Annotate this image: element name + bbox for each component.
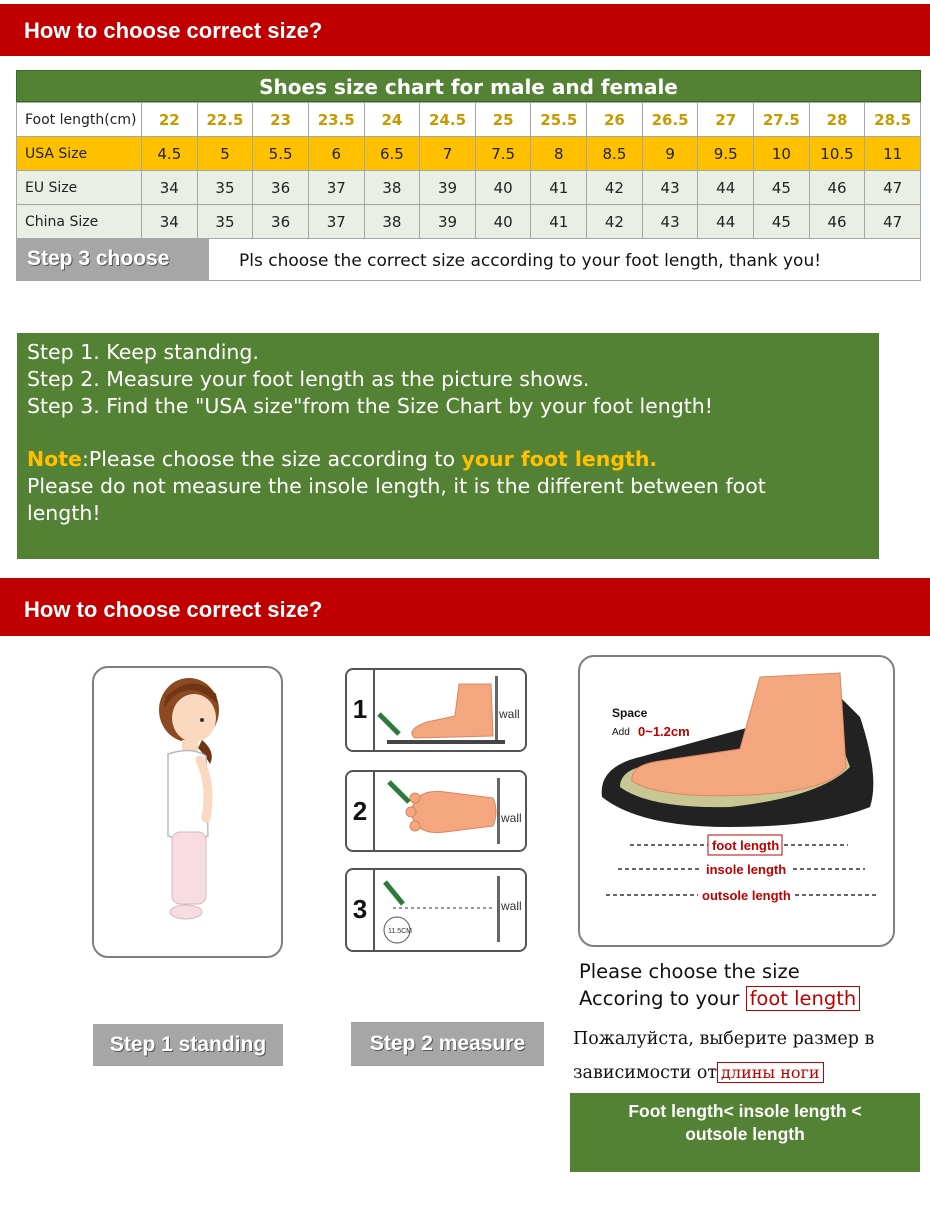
instruction-warning: Please do not measure the insole length, it is the different between foot	[27, 474, 766, 498]
step-number-3: 3	[347, 870, 375, 950]
step3-tag: Step 3 choose	[17, 239, 209, 280]
step1-standing-label: Step 1 standing	[93, 1024, 283, 1066]
size-cell: 36	[253, 171, 309, 205]
size-cell: 23	[253, 103, 309, 137]
size-cell: 8	[531, 137, 587, 171]
size-cell: 43	[642, 205, 698, 239]
size-cell: 46	[809, 171, 865, 205]
wall-label-2: wall	[501, 811, 522, 825]
comparison-line2: outsole length	[685, 1124, 805, 1144]
header-banner-bottom: How to choose correct size?	[0, 578, 930, 636]
step2-measure-label: Step 2 measure	[351, 1022, 544, 1066]
size-cell: 35	[197, 171, 253, 205]
size-cell: 35	[197, 205, 253, 239]
instruction-warning-end: length!	[27, 501, 101, 525]
instructions-box	[17, 333, 879, 559]
row-label: China Size	[17, 205, 142, 239]
row-label: USA Size	[17, 137, 142, 171]
step3-row	[16, 239, 921, 281]
choose-line2-prefix: Accoring to your	[579, 987, 746, 1010]
size-cell: 22.5	[197, 103, 253, 137]
standing-child-illustration	[94, 668, 281, 956]
instruction-note	[27, 446, 869, 473]
wall-label-3: wall	[501, 899, 522, 913]
size-chart	[16, 70, 921, 281]
size-cell: 43	[642, 171, 698, 205]
wall-label-1: wall	[499, 707, 520, 721]
measure-step3-panel	[345, 868, 527, 952]
size-cell: 40	[475, 171, 531, 205]
measure-step1-panel	[345, 668, 527, 752]
foot-against-wall-illustration	[375, 670, 525, 750]
foot-top-view-illustration	[375, 772, 525, 850]
size-cell: 8.5	[587, 137, 643, 171]
size-cell: 22	[142, 103, 198, 137]
china-size-row	[17, 205, 921, 239]
size-cell: 40	[475, 205, 531, 239]
size-cell: 23.5	[308, 103, 364, 137]
size-cell: 37	[308, 171, 364, 205]
size-cell: 10	[754, 137, 810, 171]
russian-note	[573, 1022, 874, 1090]
size-cell: 5.5	[253, 137, 309, 171]
size-cell: 41	[531, 171, 587, 205]
russian-line2-prefix: зависимости от	[573, 1063, 718, 1083]
size-cell: 27	[698, 103, 754, 137]
size-table	[16, 102, 921, 239]
size-cell: 42	[587, 171, 643, 205]
measure-step2-panel	[345, 770, 527, 852]
size-cell: 26	[587, 103, 643, 137]
size-cell: 38	[364, 171, 420, 205]
size-cell: 36	[253, 205, 309, 239]
size-cell: 7	[420, 137, 476, 171]
size-cell: 45	[754, 171, 810, 205]
size-cell: 6	[308, 137, 364, 171]
size-cell: 24.5	[420, 103, 476, 137]
size-cell: 7.5	[475, 137, 531, 171]
choose-size-note	[579, 958, 860, 1012]
size-cell: 46	[809, 205, 865, 239]
size-cell: 28.5	[865, 103, 921, 137]
russian-boxed: длины ноги	[717, 1062, 824, 1083]
step3-text: Pls choose the correct size according to your foot length, thank you!	[239, 251, 822, 271]
size-cell: 9	[642, 137, 698, 171]
eu-size-row	[17, 171, 921, 205]
usa-size-row	[17, 137, 921, 171]
size-cell: 44	[698, 205, 754, 239]
size-cell: 27.5	[754, 103, 810, 137]
header-banner-top: How to choose correct size?	[0, 4, 930, 56]
size-cell: 42	[587, 205, 643, 239]
instruction-step1: Step 1. Keep standing.	[27, 340, 259, 364]
size-cell: 37	[308, 205, 364, 239]
size-cell: 6.5	[364, 137, 420, 171]
row-label: EU Size	[17, 171, 142, 205]
size-cell: 39	[420, 171, 476, 205]
size-cell: 11	[865, 137, 921, 171]
add-label: Add	[612, 727, 630, 738]
comparison-line1: Foot length< insole length <	[628, 1101, 862, 1121]
size-cell: 9.5	[698, 137, 754, 171]
note-label: Note	[27, 447, 82, 471]
size-cell: 24	[364, 103, 420, 137]
size-cell: 25	[475, 103, 531, 137]
size-cell: 41	[531, 205, 587, 239]
size-cell: 25.5	[531, 103, 587, 137]
choose-line2	[579, 985, 860, 1012]
insole-length-label: insole length	[706, 862, 787, 877]
foot-length-row	[17, 103, 921, 137]
outsole-length-label: outsole length	[702, 888, 791, 903]
step-number-2: 2	[347, 772, 375, 850]
space-label: Space	[612, 706, 648, 720]
size-cell: 28	[809, 103, 865, 137]
size-cell: 45	[754, 205, 810, 239]
foot-length-label: foot length	[712, 838, 780, 853]
note-text: :Please choose the size according to	[81, 447, 462, 471]
step-number-1: 1	[347, 670, 375, 750]
shoe-length-diagram-card	[578, 655, 895, 947]
russian-line1: Пожалуйста, выберите размер в	[573, 1029, 875, 1049]
size-cell: 10.5	[809, 137, 865, 171]
instruction-step2: Step 2. Measure your foot length as the picture shows.	[27, 367, 590, 391]
size-cell: 5	[197, 137, 253, 171]
length-comparison-box	[570, 1093, 920, 1172]
size-cell: 38	[364, 205, 420, 239]
size-chart-title: Shoes size chart for male and female	[16, 70, 921, 102]
note-emphasis: your foot length.	[461, 447, 658, 471]
size-cell: 44	[698, 171, 754, 205]
size-cell: 34	[142, 171, 198, 205]
size-cell: 26.5	[642, 103, 698, 137]
size-cell: 4.5	[142, 137, 198, 171]
add-range-label: 0~1.2cm	[638, 724, 690, 739]
size-cell: 47	[865, 171, 921, 205]
size-cell: 47	[865, 205, 921, 239]
choose-line1: Please choose the size	[579, 960, 800, 983]
size-cell: 39	[420, 205, 476, 239]
choose-foot-length-boxed: foot length	[746, 986, 861, 1011]
shoe-length-diagram	[580, 657, 893, 945]
russian-line2	[573, 1056, 874, 1090]
ruler-measure-illustration	[375, 870, 525, 950]
measure-circle-label: 11.5CM	[388, 928, 412, 935]
size-cell: 34	[142, 205, 198, 239]
instruction-step3: Step 3. Find the "USA size"from the Size Chart by your foot length!	[27, 394, 714, 418]
standing-child-card	[92, 666, 283, 958]
row-label: Foot length(cm)	[17, 103, 142, 137]
